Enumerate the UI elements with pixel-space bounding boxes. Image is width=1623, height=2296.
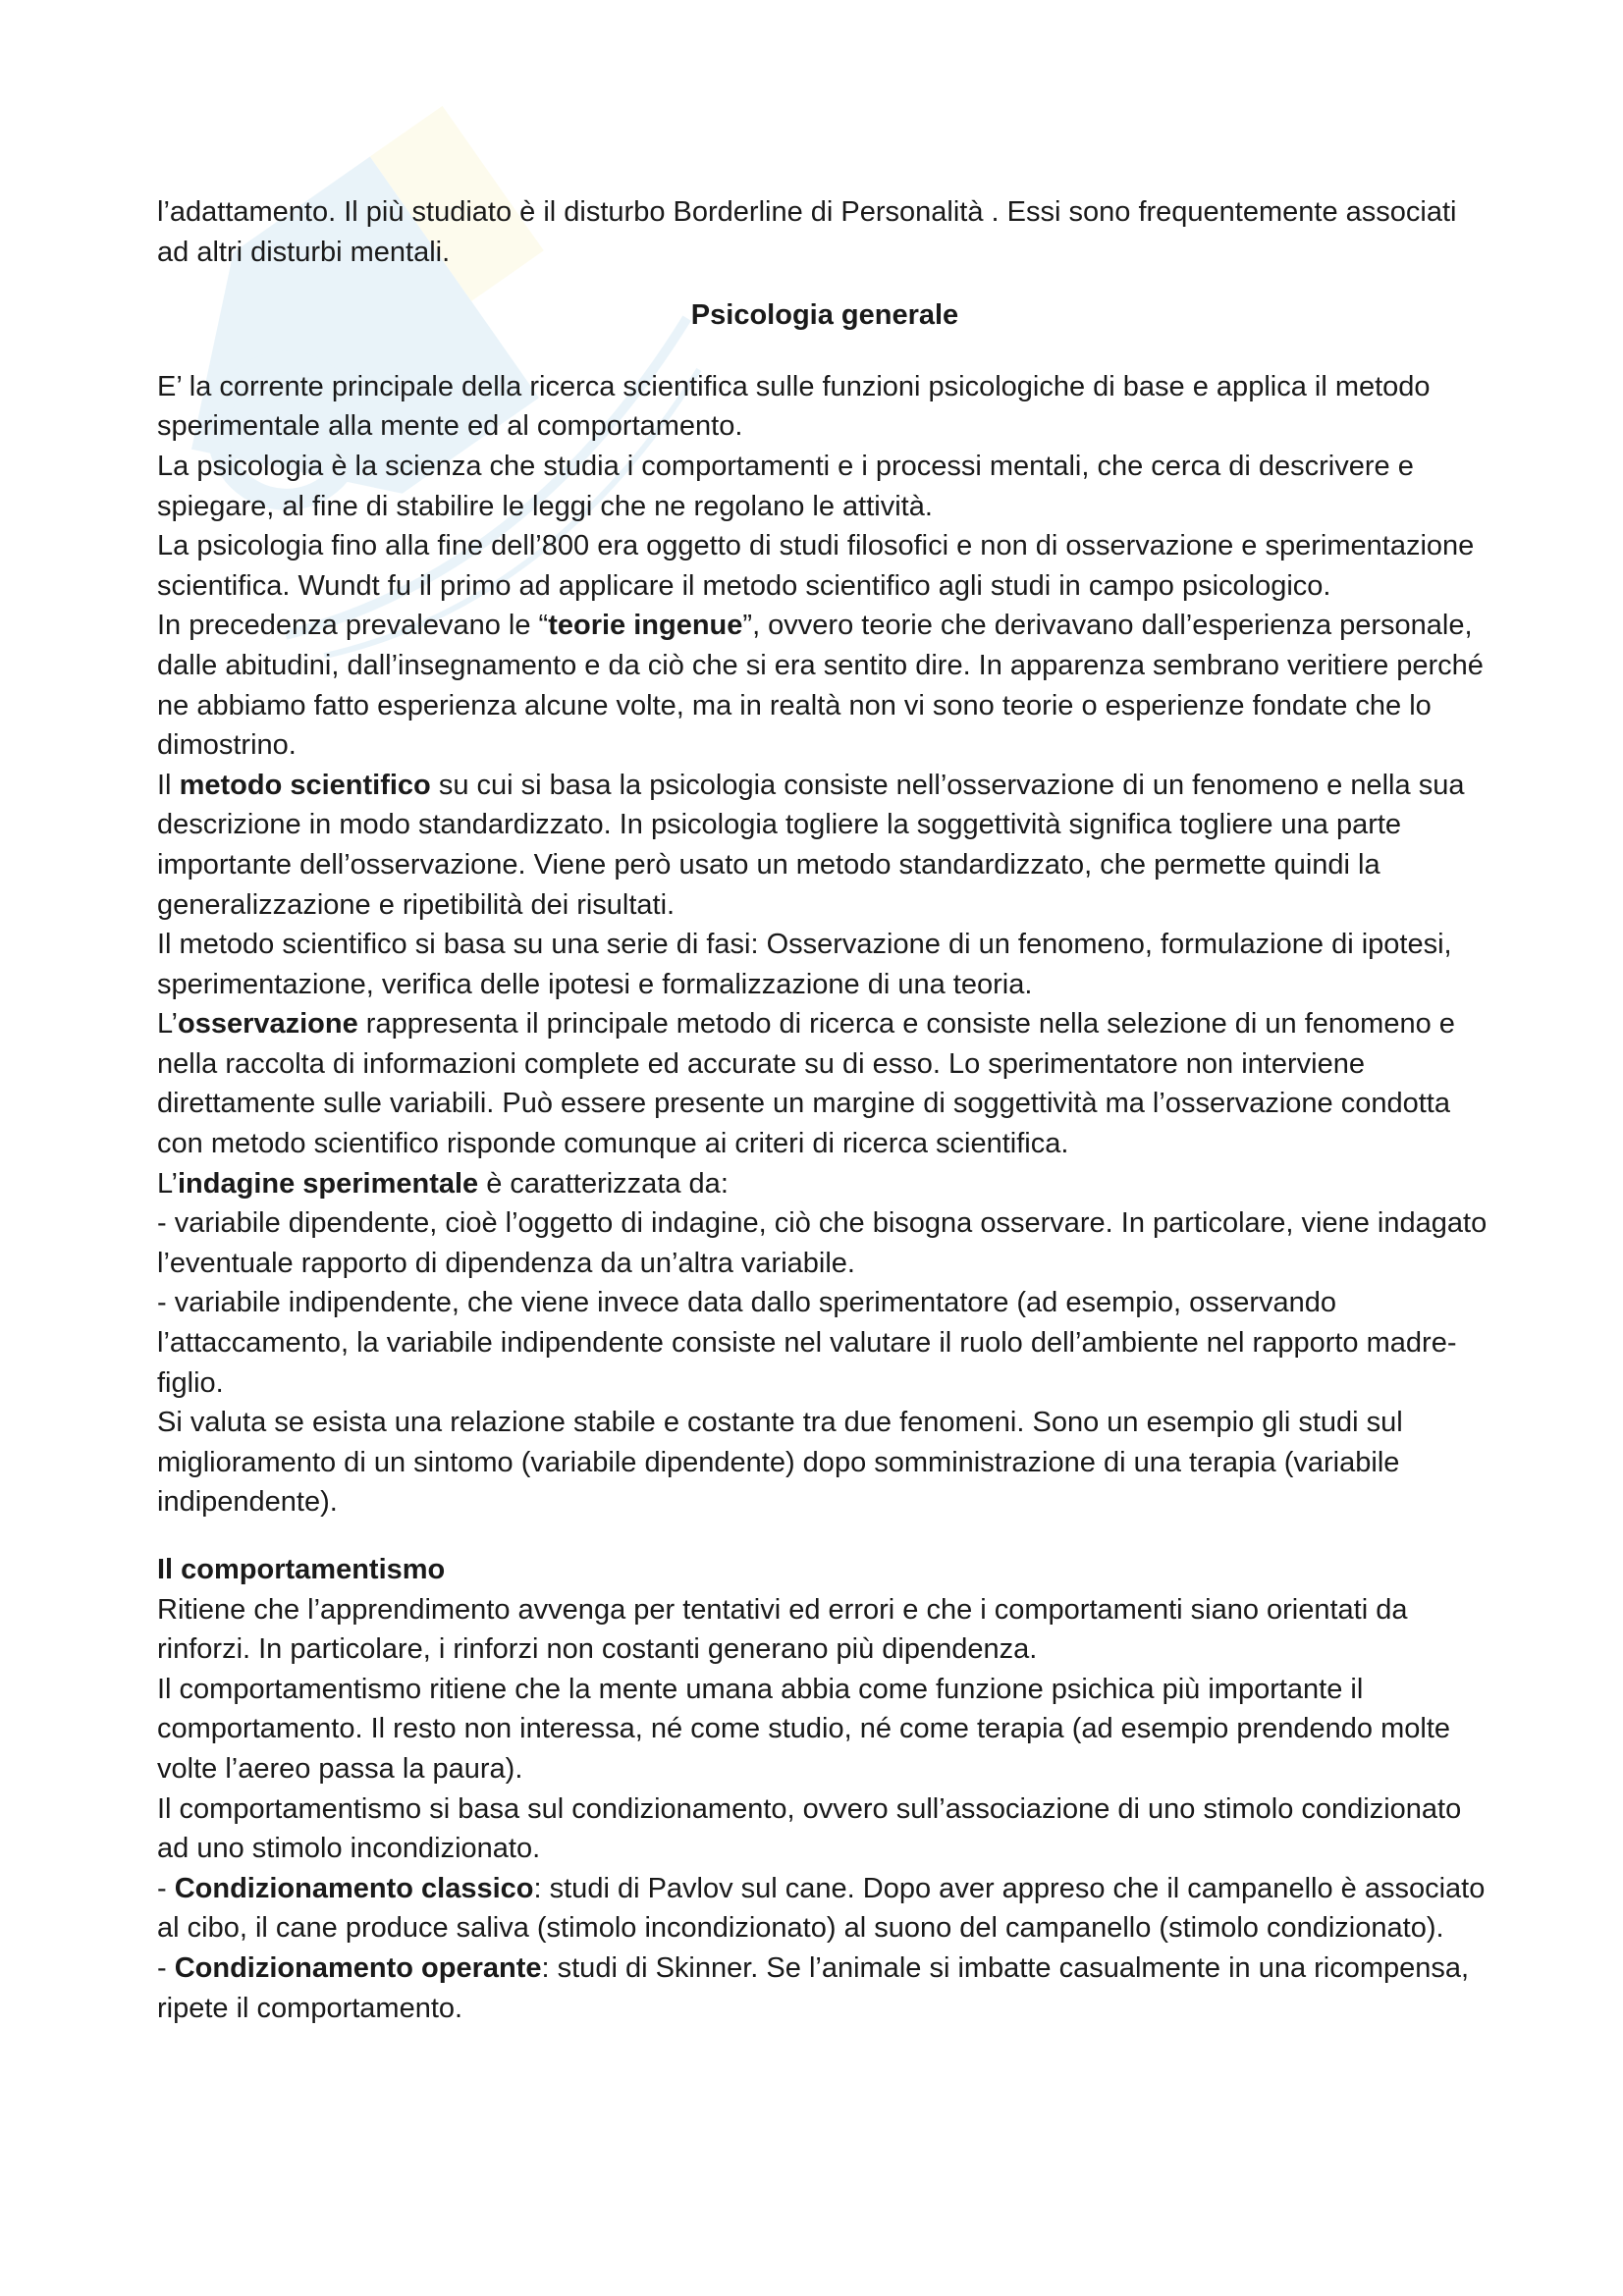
term-metodo-scientifico: metodo scientifico (179, 769, 431, 801)
list-item-condizionamento-classico: - Condizionamento classico: studi di Pavlov sul cane. Dopo aver appreso che il campanello è associato al cibo, il cane produce saliva (stimolo incondizionato) al suono del campanello (stimolo condizionato). (157, 1872, 1486, 1945)
paragraph-1: E’ la corrente principale della ricerca scientifica sulle funzioni psicologiche di base e applica il metodo sperimentale alla mente ed al comportamento. (157, 370, 1431, 443)
paragraph-3: La psicologia fino alla fine dell’800 era oggetto di studi filosofici e non di osservazione e sperimentazione scientifica. Wundt fu il primo ad applicare il metodo scientifico agli studi in campo psicologico. (157, 530, 1475, 602)
page-title: Psicologia generale (690, 299, 959, 332)
term-teorie-ingenue: teorie ingenue (548, 610, 743, 642)
paragraph-11: Si valuta se esista una relazione stabile e costante tra due fenomeni. Sono un esempio gli studi sul miglioramento di un sintomo (variabile dipendente) dopo somministrazione di una terapia (variabile indipendente). (157, 1407, 1403, 1519)
paragraph-5: Il metodo scientifico su cui si basa la psicologia consiste nell’osservazione di un fenomeno e nella sua descrizione in modo standardizzato. In psicologia togliere la soggettività significa togliere una parte importante dell’osservazione. Viene però usato un metodo standardizzato, che permette quindi la generalizzazione e ripetibilità dei risultati. (157, 769, 1465, 921)
intro-paragraph: l’adattamento. Il più studiato è il disturbo Borderline di Personalità . Essi sono frequentemente associati ad altri disturbi mentali. (157, 196, 1457, 268)
s2-paragraph-3: Il comportamentismo si basa sul condizionamento, ovvero sull’associazione di uno stimolo condizionato ad uno stimolo incondizionato. (157, 1792, 1462, 1865)
term-indagine-sperimentale: indagine sperimentale (177, 1167, 479, 1200)
document-page (157, 192, 1492, 2028)
term-condizionamento-operante: Condizionamento operante (174, 1951, 542, 1984)
list-item-condizionamento-operante: - Condizionamento operante: studi di Skinner. Se l’animale si imbatte casualmente in una ricompensa, ripete il comportamento. (157, 1951, 1470, 2024)
paragraph-8: L’indagine sperimentale è caratterizzata da: (157, 1167, 729, 1200)
list-item-variabile-indipendente: - variabile indipendente, che viene invece data dallo sperimentatore (ad esempio, osservando l’attaccamento, la variabile indipendente consiste nel valutare il ruolo dell’ambiente nel rapporto madre-figlio. (157, 1287, 1457, 1399)
paragraph-6: Il metodo scientifico si basa su una serie di fasi: Osservazione di un fenomeno, formulazione di ipotesi, sperimentazione, verifica delle ipotesi e formalizzazione di una teoria. (157, 929, 1452, 1000)
paragraph-7: L’osservazione rappresenta il principale metodo di ricerca e consiste nella selezione di un fenomeno e nella raccolta di informazioni complete ed accurate su di esso. Lo sperimentatore non interviene direttamente sulle variabili. Può essere presente un margine di soggettività ma l’osservazione condotta con metodo scientifico risponde comunque ai criteri di ricerca scientifica. (157, 1008, 1455, 1160)
paragraph-2: La psicologia è la scienza che studia i comportamenti e i processi mentali, che cerca di descrivere e spiegare, al fine di stabilire le leggi che ne regolano le attività. (157, 450, 1414, 522)
term-condizionamento-classico: Condizionamento classico (174, 1872, 534, 1904)
term-osservazione: osservazione (177, 1008, 358, 1041)
list-item-variabile-dipendente: - variabile dipendente, cioè l’oggetto di indagine, ciò che bisogna osservare. In particolare, viene indagato l’eventuale rapporto di dipendenza da un’altra variabile. (157, 1207, 1488, 1279)
s2-paragraph-1: Ritiene che l’apprendimento avvenga per tentativi ed errori e che i comportamenti siano orientati da rinforzi. In particolare, i rinforzi non costanti generano più dipendenza. (157, 1593, 1408, 1666)
section-title-comportamentismo: Il comportamentismo (157, 1554, 446, 1585)
paragraph-4: In precedenza prevalevano le “teorie ingenue”, ovvero teorie che derivavano dall’esperienza personale, dalle abitudini, dall’insegnamento e da ciò che si era sentito dire. In apparenza sembrano veritiere perché ne abbiamo fatto esperienza alcune volte, ma in realtà non vi sono teorie o esperienze fondate che lo dimostrino. (157, 610, 1484, 762)
s2-paragraph-2: Il comportamentismo ritiene che la mente umana abbia come funzione psichica più importante il comportamento. Il resto non interessa, né come studio, né come terapia (ad esempio prendendo molte volte l’aereo passa la paura). (157, 1673, 1451, 1785)
